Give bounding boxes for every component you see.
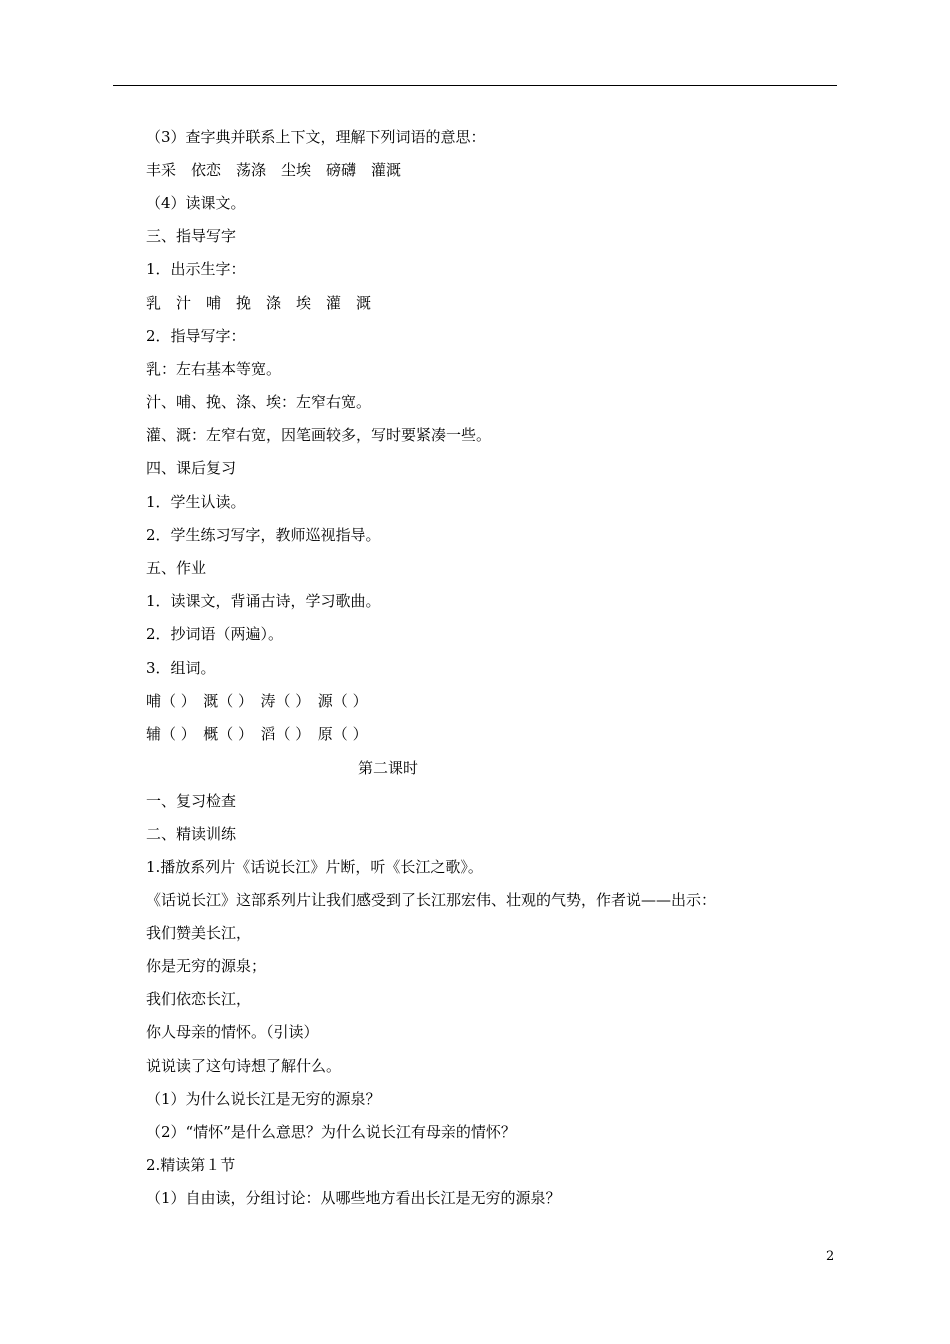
text-line: （4）读课文。: [146, 194, 246, 212]
text-line: 3．组词。: [146, 659, 216, 677]
text-line: 说说读了这句诗想了解什么。: [146, 1057, 342, 1075]
text-line: 辅（ ） 概（ ） 滔（ ） 原（ ）: [146, 725, 368, 743]
header-rule: [113, 85, 837, 86]
section-heading: 一、复习检查: [146, 792, 237, 810]
text-line: 1.播放系列片《话说长江》片断，听《长江之歌》。: [146, 858, 483, 876]
section-heading: 二、精读训练: [146, 825, 237, 843]
text-line: 2．指导写字：: [146, 327, 246, 345]
section-heading: 四、课后复习: [146, 459, 237, 477]
text-line: 哺（ ） 溉（ ） 涛（ ） 源（ ）: [146, 692, 368, 710]
text-line: （1）自由读，分组讨论：从哪些地方看出长江是无穷的源泉？: [146, 1189, 561, 1207]
text-line: （3）查字典并联系上下文，理解下列词语的意思：: [146, 128, 486, 146]
text-line: 1．读课文，背诵古诗，学习歌曲。: [146, 592, 381, 610]
text-line: 2.精读第１节: [146, 1156, 236, 1174]
text-line: 2．学生练习写字，教师巡视指导。: [146, 526, 381, 544]
text-line: 《话说长江》这部系列片让我们感受到了长江那宏伟、壮观的气势，作者说——出示：: [146, 891, 717, 909]
section-heading: 三、指导写字: [146, 227, 237, 245]
section-heading: 五、作业: [146, 559, 207, 577]
text-line: 丰采 依恋 荡涤 尘埃 磅礴 灌溉: [146, 161, 402, 179]
poem-line: 我们赞美长江，: [146, 924, 252, 942]
text-line: 2．抄词语（两遍）。: [146, 625, 284, 643]
text-line: 汁、哺、挽、涤、埃：左窄右宽。: [146, 393, 372, 411]
poem-line: 你是无穷的源泉；: [146, 957, 267, 975]
text-line: 1．出示生字：: [146, 260, 246, 278]
text-line: 乳：左右基本等宽。: [146, 360, 282, 378]
text-line: 灌、溉：左窄右宽，因笔画较多，写时要紧凑一些。: [146, 426, 492, 444]
text-line: （2）“情怀”是什么意思？为什么说长江有母亲的情怀？: [146, 1123, 516, 1141]
page-number: 2: [826, 1249, 835, 1264]
text-line: 乳 汁 哺 挽 涤 埃 灌 溉: [146, 294, 372, 312]
poem-line: 你人母亲的情怀。（引读）: [146, 1023, 319, 1041]
poem-line: 我们依恋长江，: [146, 990, 252, 1008]
text-line: （1）为什么说长江是无穷的源泉？: [146, 1090, 381, 1108]
text-line: 1．学生认读。: [146, 493, 246, 511]
lesson-title: 第二课时: [357, 759, 418, 777]
